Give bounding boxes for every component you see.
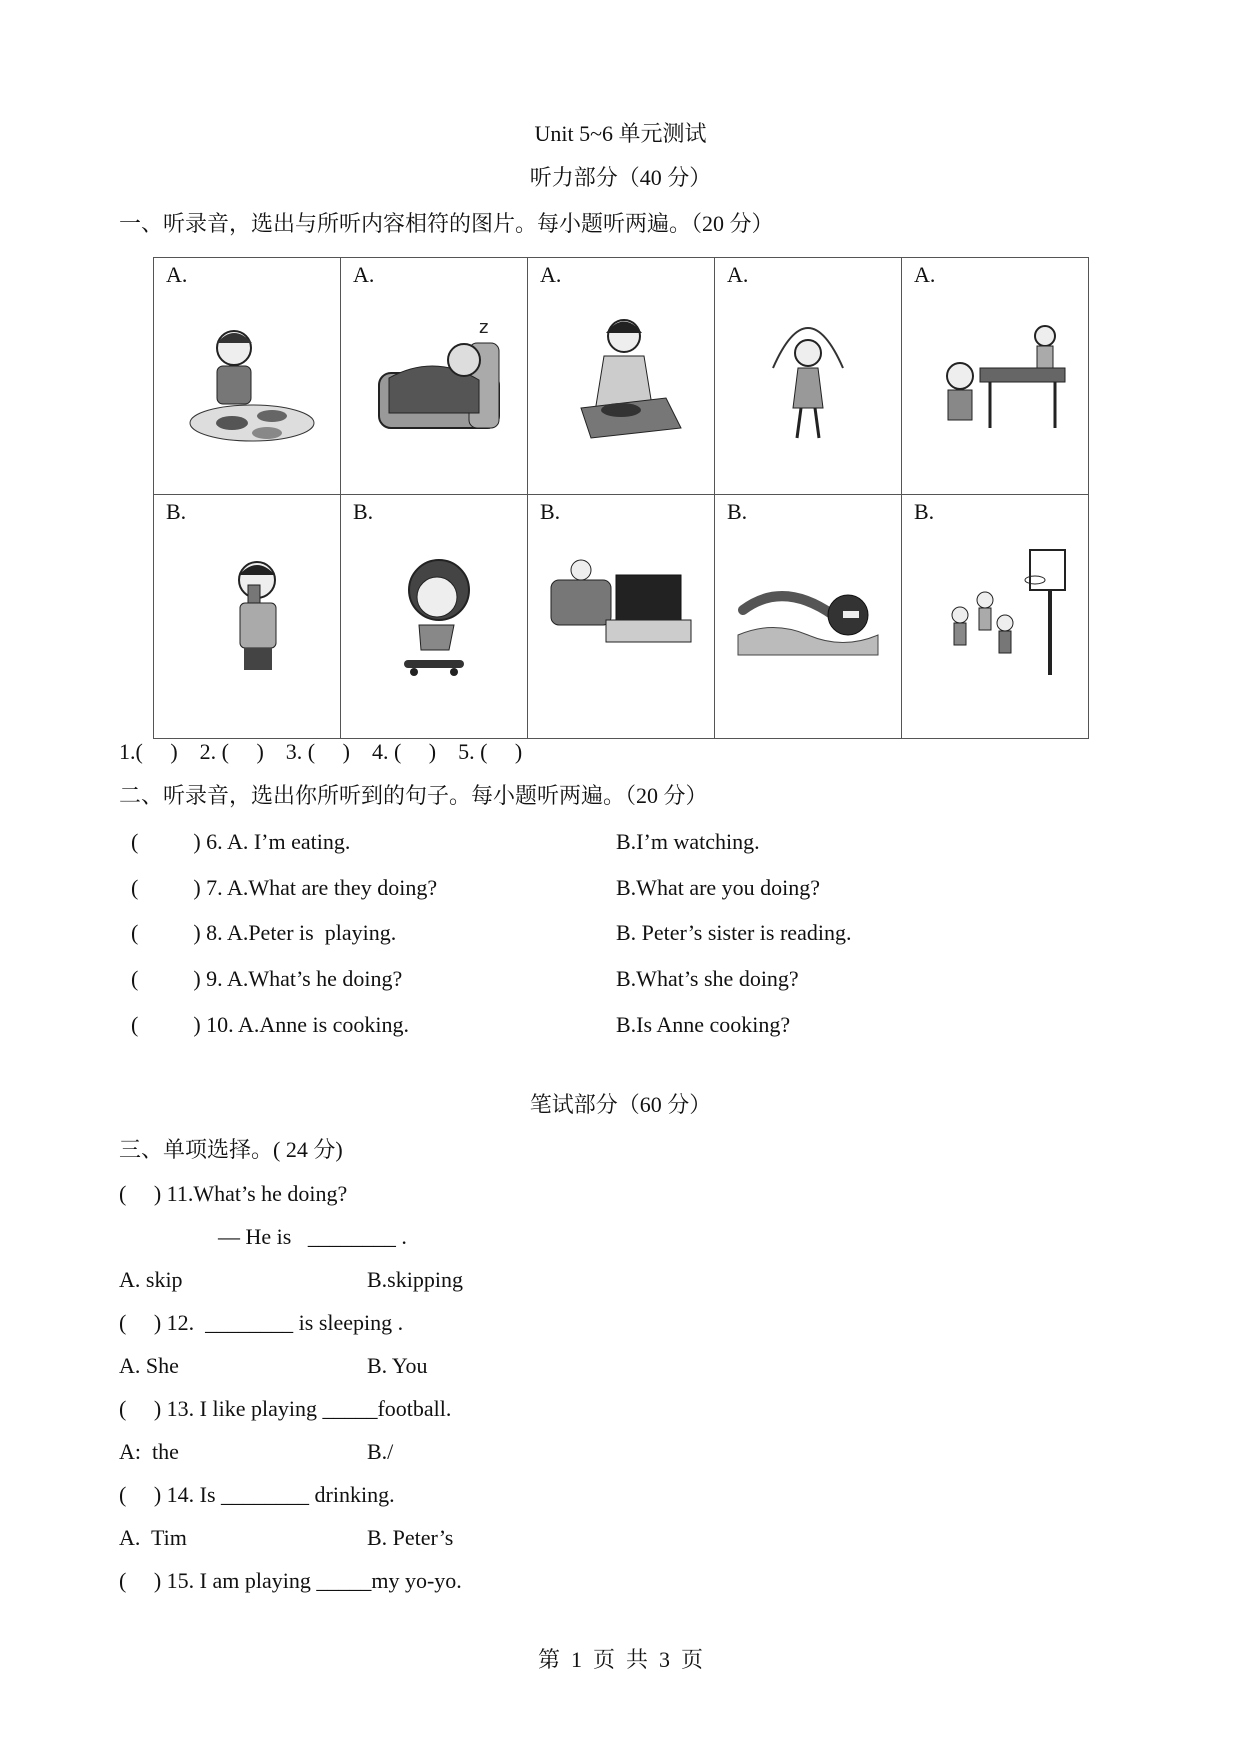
question-9-left: ( ) 9. A.What’s he doing?	[131, 966, 403, 991]
swimming-boy-icon	[733, 535, 883, 695]
question-7-right: B.What are you doing?	[616, 875, 821, 900]
part1-answer-brackets[interactable]: 1.( ) 2. ( ) 3. ( ) 4. ( ) 5. ( )	[119, 739, 523, 764]
option-b: B.skipping	[367, 1267, 463, 1292]
question-8-right: B. Peter’s sister is reading.	[616, 920, 852, 945]
cooking-woman-icon	[546, 298, 696, 458]
question-10-left: ( ) 10. A.Anne is cooking.	[131, 1012, 410, 1037]
picture-cell-5b	[902, 495, 1089, 739]
question-8-left: ( ) 8. A.Peter is playing.	[131, 920, 397, 945]
question-6-left: ( ) 6. A. I’m eating.	[131, 829, 351, 854]
part2-heading: 二、听录音，选出你所听到的句子。每小题听两遍。（20 分）	[119, 783, 708, 808]
option-a: A. skip	[119, 1267, 183, 1292]
option-label: B.	[914, 499, 935, 524]
picture-cell-3a	[528, 258, 715, 495]
question-10-right: B.Is Anne cooking?	[616, 1012, 791, 1037]
part3-heading: 三、单项选择。( 24 分)	[119, 1137, 343, 1162]
question-6-right: B.I’m watching.	[616, 829, 760, 854]
sleeping-in-bed-icon	[359, 298, 509, 458]
picture-cell-2a	[341, 258, 528, 495]
option-label: B.	[353, 499, 374, 524]
drinking-boy-icon	[172, 535, 322, 695]
picture-cell-1a	[154, 258, 341, 495]
question-11: ( ) 11.What’s he doing?	[119, 1181, 348, 1206]
page-title: Unit 5~6 单元测试	[534, 121, 707, 146]
option-label: B.	[727, 499, 748, 524]
picture-cell-1b	[154, 495, 341, 739]
option-b: B. Peter’s	[367, 1525, 454, 1550]
question-14: ( ) 14. Is ________ drinking.	[119, 1482, 395, 1507]
question-11-answer-line: — He is ________ .	[218, 1224, 407, 1249]
watching-tv-icon	[546, 535, 696, 695]
option-label: A.	[540, 262, 562, 287]
option-a: A: the	[119, 1439, 179, 1464]
picture-cell-2b	[341, 495, 528, 739]
option-label: A.	[914, 262, 936, 287]
option-label: A.	[166, 262, 188, 287]
picture-cell-4a	[715, 258, 902, 495]
question-13: ( ) 13. I like playing _____football.	[119, 1396, 452, 1421]
question-7-left: ( ) 7. A.What are they doing?	[131, 875, 438, 900]
svg-text:z: z	[479, 317, 489, 338]
question-9-right: B.What’s she doing?	[616, 966, 799, 991]
page-footer: 第 1 页 共 3 页	[537, 1647, 703, 1672]
picture-cell-4b	[715, 495, 902, 739]
option-a: A. She	[119, 1353, 179, 1378]
option-label: A.	[727, 262, 749, 287]
skipping-rope-girl-icon	[733, 298, 883, 458]
eating-boy-icon	[172, 298, 322, 458]
part1-heading: 一、听录音，选出与所听内容相符的图片。每小题听两遍。（20 分）	[119, 211, 774, 236]
option-b: B./	[367, 1439, 394, 1464]
question-12: ( ) 12. ________ is sleeping .	[119, 1310, 404, 1335]
ping-pong-boys-icon	[920, 298, 1070, 458]
picture-cell-5a	[902, 258, 1089, 495]
picture-grid	[153, 257, 1089, 739]
skateboarding-girl-icon	[359, 535, 509, 695]
listening-section-title: 听力部分（40 分）	[529, 165, 712, 190]
option-b: B. You	[367, 1353, 428, 1378]
option-label: B.	[540, 499, 561, 524]
option-label: B.	[166, 499, 187, 524]
picture-cell-3b	[528, 495, 715, 739]
question-15: ( ) 15. I am playing _____my yo-yo.	[119, 1568, 462, 1593]
written-section-title: 笔试部分（60 分）	[529, 1092, 712, 1117]
option-a: A. Tim	[119, 1525, 187, 1550]
basketball-boys-icon	[920, 535, 1070, 695]
option-label: A.	[353, 262, 375, 287]
